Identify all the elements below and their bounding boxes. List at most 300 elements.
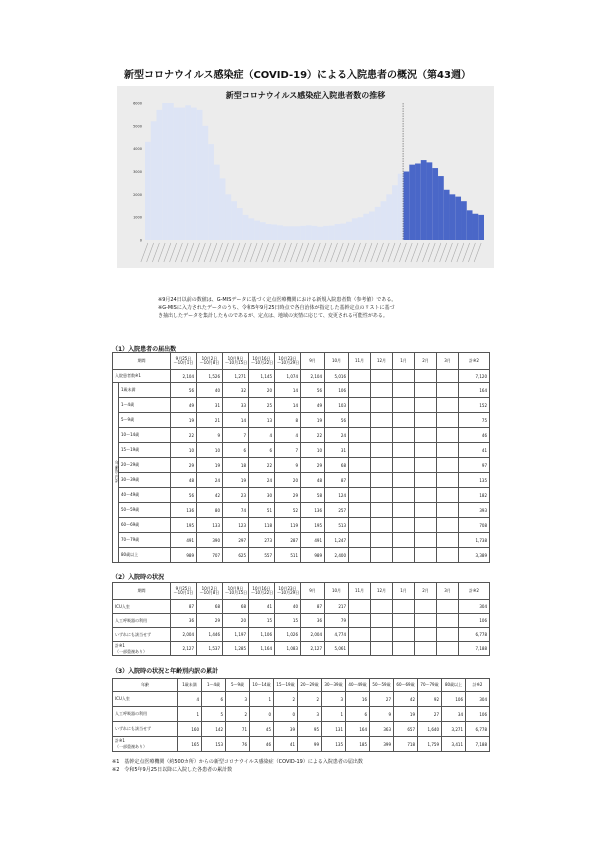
- x-tick-mark: [313, 243, 320, 262]
- chart-bar: [455, 197, 461, 240]
- table-header-cell: 11月: [349, 353, 371, 370]
- table-row: [113, 428, 490, 443]
- table-header-row: [113, 583, 490, 600]
- table-cell: 0: [274, 707, 298, 722]
- x-tick-mark: [158, 243, 165, 262]
- table-cell: 2,127: [171, 642, 197, 656]
- table-cell: 182: [459, 488, 490, 503]
- table-cell: 68: [325, 458, 349, 473]
- table-header-cell: 3月: [437, 583, 459, 600]
- table-cell: 0: [250, 707, 274, 722]
- table-cell: 31: [197, 398, 223, 413]
- table-header-cell: 10月23日 ～10月29日: [275, 353, 301, 370]
- table-cell: 34: [442, 707, 466, 722]
- table-cell: [437, 370, 459, 383]
- table-cell: 106: [325, 383, 349, 398]
- table-header-cell: 10月: [325, 583, 349, 600]
- table-cell: ICU入室: [113, 692, 178, 707]
- chart-notes: [158, 296, 396, 320]
- note-line: ※9月24日以前の数値は、G-MISデータに基づく定点医療機関における新規入院患者数（参考値）である。: [158, 297, 397, 303]
- table-cell: [371, 458, 393, 473]
- table-cell: 31: [325, 443, 349, 458]
- x-tick-mark: [216, 243, 223, 262]
- table-cell: 19: [197, 458, 223, 473]
- table-cell: 185: [346, 737, 370, 752]
- table-cell: 40～49歳: [119, 488, 171, 503]
- y-tick-label: 0: [139, 238, 142, 243]
- note-line: き抽出したデータを集計したものであるが、定点は、地域の実情に応じて、変更される可能性がある。: [158, 313, 388, 319]
- table-cell: 32: [223, 383, 249, 398]
- chart-bar: [444, 190, 450, 240]
- table-cell: 1歳未満: [119, 383, 171, 398]
- table-cell: 119: [275, 518, 301, 533]
- table-cell: [437, 628, 459, 642]
- table-header-cell: 9月25日 ～10月1日: [171, 353, 197, 370]
- page-title: 新型コロナウイルス感染症（COVID-19）による入院患者の概況（第43週）: [124, 70, 471, 81]
- chart-bar: [363, 214, 369, 240]
- table-cell: 2,104: [171, 370, 197, 383]
- chart-bar: [432, 168, 438, 240]
- table-cell: 152: [459, 398, 490, 413]
- age-status-table: [112, 678, 490, 752]
- chart-bar: [467, 210, 473, 240]
- table-cell: いずれにも該当せず: [113, 722, 178, 737]
- table-cell: 393: [459, 503, 490, 518]
- chart-bar: [398, 174, 404, 240]
- table-cell: 1,446: [197, 628, 223, 642]
- table-header-row: [113, 679, 490, 692]
- table-cell: 1,083: [275, 642, 301, 656]
- table-row: [113, 458, 490, 473]
- table-cell: 3,389: [459, 548, 490, 563]
- table-cell: 56: [171, 383, 197, 398]
- table-cell: [393, 428, 415, 443]
- chart-bar: [358, 217, 364, 240]
- table-header-cell: 30～39歳: [322, 679, 346, 692]
- table-cell: 707: [197, 548, 223, 563]
- table-cell: 3: [298, 707, 322, 722]
- table-cell: 5～9歳: [119, 413, 171, 428]
- table-cell: [349, 398, 371, 413]
- chart-bar: [438, 176, 444, 240]
- table-cell: [371, 413, 393, 428]
- table-cell: [393, 503, 415, 518]
- chart-bar: [352, 218, 358, 240]
- table-cell: 136: [171, 503, 197, 518]
- chart-bar: [294, 226, 300, 240]
- table-cell: [371, 383, 393, 398]
- table-cell: 1: [178, 707, 202, 722]
- table-cell: 79: [325, 614, 349, 628]
- table-cell: 1,759: [418, 737, 442, 752]
- table-cell: 80歳以上: [119, 548, 171, 563]
- chart-bar: [156, 110, 162, 240]
- table-cell: 1,738: [459, 533, 490, 548]
- x-tick-mark: [152, 243, 159, 262]
- chart-bar: [404, 172, 410, 241]
- table-cell: 557: [249, 548, 275, 563]
- table-cell: 217: [325, 600, 349, 614]
- chart-bar: [277, 225, 283, 240]
- table-cell: [371, 503, 393, 518]
- footnote-1: ※1 基幹定点医療機関（約500カ所）からの新型コロナウイルス感染症（COVID-19）による入院患者の届出数: [112, 759, 363, 765]
- table-cell: 153: [202, 737, 226, 752]
- chart-bar: [300, 226, 306, 240]
- table-cell: [393, 413, 415, 428]
- table-cell: [393, 398, 415, 413]
- table-header-cell: 60～69歳: [394, 679, 418, 692]
- table-cell: [349, 533, 371, 548]
- table-cell: 1,526: [197, 370, 223, 383]
- table-cell: 15～19歳: [119, 443, 171, 458]
- chart-bar: [254, 221, 260, 240]
- chart-bar: [266, 224, 272, 240]
- table-row: [113, 600, 490, 614]
- table-header-cell: 1月: [393, 353, 415, 370]
- table-cell: 52: [275, 503, 301, 518]
- table-cell: 5,061: [325, 642, 349, 656]
- x-tick-mark: [376, 243, 383, 262]
- table-header-cell: 1歳未満: [178, 679, 202, 692]
- table-cell: [415, 383, 437, 398]
- table-cell: 1,247: [325, 533, 349, 548]
- table-cell: [349, 628, 371, 642]
- table-cell: [371, 642, 393, 656]
- x-tick-mark: [250, 243, 257, 262]
- table-cell: [437, 642, 459, 656]
- table-cell: 165: [178, 737, 202, 752]
- table-cell: 131: [322, 722, 346, 737]
- x-tick-mark: [210, 243, 217, 262]
- table-cell: 6: [249, 443, 275, 458]
- table-cell: 29: [301, 458, 325, 473]
- table-cell: 257: [325, 503, 349, 518]
- footnote-2: ※2 令和5年9月25日以降に入院した各患者の累計数: [112, 767, 233, 773]
- table-cell: 1,145: [249, 370, 275, 383]
- chart-bar: [409, 165, 415, 240]
- table-cell: 491: [171, 533, 197, 548]
- table-header-row: [113, 353, 490, 370]
- table-cell: 49: [301, 398, 325, 413]
- table-row: [113, 737, 490, 752]
- table-cell: [371, 518, 393, 533]
- table-cell: 39: [274, 722, 298, 737]
- x-tick-mark: [365, 243, 372, 262]
- table-cell: 106: [459, 614, 490, 628]
- table-cell: 657: [394, 722, 418, 737]
- table-cell: 20: [275, 473, 301, 488]
- table-cell: 2,400: [325, 548, 349, 563]
- table-cell: 3,411: [442, 737, 466, 752]
- table-cell: [393, 600, 415, 614]
- table-cell: [349, 614, 371, 628]
- y-tick-label: 6000: [133, 101, 142, 106]
- table-cell: [349, 413, 371, 428]
- table-cell: 164: [346, 722, 370, 737]
- table-cell: 48: [301, 473, 325, 488]
- table-cell: [371, 488, 393, 503]
- table-cell: 41: [249, 600, 275, 614]
- chart-bar: [478, 215, 484, 240]
- x-tick-mark: [440, 243, 447, 262]
- x-tick-mark: [319, 243, 326, 262]
- table-cell: 27: [418, 707, 442, 722]
- y-tick-label: 5000: [133, 124, 142, 129]
- table-header-cell: 10月: [325, 353, 349, 370]
- table-cell: 20: [223, 614, 249, 628]
- table-cell: [349, 642, 371, 656]
- table-row: [113, 503, 490, 518]
- table-cell: [437, 413, 459, 428]
- table-cell: 106: [442, 692, 466, 707]
- table-cell: 1～4歳: [119, 398, 171, 413]
- x-tick-mark: [348, 243, 355, 262]
- chart-title: 新型コロナウイルス感染症入院患者数の推移: [225, 91, 386, 100]
- table-cell: 4: [249, 428, 275, 443]
- table-cell: [437, 533, 459, 548]
- table-header-cell: 10月16日 ～10月22日: [249, 353, 275, 370]
- table-row: [113, 383, 490, 398]
- table-cell: [371, 628, 393, 642]
- table-cell: [371, 398, 393, 413]
- table-cell: 22: [301, 428, 325, 443]
- table-cell: [415, 428, 437, 443]
- chart-bar: [473, 214, 479, 240]
- chart-bar: [208, 144, 214, 240]
- table-cell: 1: [322, 707, 346, 722]
- table-cell: 1,164: [249, 642, 275, 656]
- table-cell: 14: [275, 398, 301, 413]
- y-tick-label: 4000: [133, 147, 142, 152]
- table-cell: 23: [223, 488, 249, 503]
- x-tick-mark: [279, 243, 286, 262]
- table-cell: 6: [202, 692, 226, 707]
- x-tick-mark: [302, 243, 309, 262]
- table-cell: 6: [223, 443, 249, 458]
- chart-bar: [191, 108, 197, 240]
- table-cell: 3: [322, 692, 346, 707]
- table-cell: 16: [346, 692, 370, 707]
- table-cell: 21: [197, 413, 223, 428]
- table-cell: 491: [301, 533, 325, 548]
- x-tick-mark: [285, 243, 292, 262]
- table-cell: 989: [171, 548, 197, 563]
- table-header-cell: 9月: [301, 353, 325, 370]
- x-tick-mark: [193, 243, 200, 262]
- x-tick-mark: [411, 243, 418, 262]
- table-cell: [349, 473, 371, 488]
- x-tick-mark: [434, 243, 441, 262]
- table-cell: 41: [459, 443, 490, 458]
- chart-bar: [260, 222, 266, 240]
- table-cell: 29: [275, 488, 301, 503]
- table-header-cell: 10月9日 ～10月15日: [223, 353, 249, 370]
- x-tick-mark: [422, 243, 429, 262]
- table-cell: [415, 642, 437, 656]
- table-header-cell: 2月: [415, 583, 437, 600]
- table-cell: 718: [394, 737, 418, 752]
- table-cell: 24: [249, 473, 275, 488]
- x-tick-mark: [141, 243, 148, 262]
- table-cell: 27: [370, 692, 394, 707]
- table-cell: [393, 383, 415, 398]
- table-cell: [393, 488, 415, 503]
- table-header-cell: 50～59歳: [370, 679, 394, 692]
- table-cell: 1,197: [223, 628, 249, 642]
- table-cell: 142: [202, 722, 226, 737]
- table-cell: [415, 600, 437, 614]
- x-tick-mark: [290, 243, 297, 262]
- table-cell: [437, 443, 459, 458]
- table-cell: 50～59歳: [119, 503, 171, 518]
- table-cell: [393, 533, 415, 548]
- x-tick-mark: [175, 243, 182, 262]
- age-breakdown-label: 年 齢 別 内 訳: [113, 383, 119, 563]
- table-cell: 1,640: [418, 722, 442, 737]
- table-cell: 7,120: [459, 370, 490, 383]
- table-cell: [393, 642, 415, 656]
- table-cell: 989: [301, 548, 325, 563]
- table-cell: 136: [301, 503, 325, 518]
- table-row: [113, 488, 490, 503]
- chart-bar: [202, 126, 208, 240]
- section2-heading: （2）入院時の状況: [112, 574, 165, 581]
- table-cell: [415, 548, 437, 563]
- table-header-cell: 1～4歳: [202, 679, 226, 692]
- chart-bar: [375, 207, 381, 240]
- chart-bar: [214, 165, 220, 240]
- table-cell: [437, 473, 459, 488]
- table-cell: 1,026: [275, 628, 301, 642]
- table-cell: 399: [370, 737, 394, 752]
- table-cell: 33: [223, 398, 249, 413]
- table-row: [113, 473, 490, 488]
- table-cell: 513: [325, 518, 349, 533]
- table-cell: 人工呼吸器の利用: [113, 614, 171, 628]
- x-tick-mark: [457, 243, 464, 262]
- chart-bar: [317, 227, 323, 240]
- table-cell: 3,271: [442, 722, 466, 737]
- table-cell: 273: [249, 533, 275, 548]
- y-tick-label: 2000: [133, 192, 142, 197]
- x-tick-mark: [325, 243, 332, 262]
- chart-bar: [386, 194, 392, 240]
- chart-bar: [289, 226, 295, 240]
- table-cell: [349, 600, 371, 614]
- table-cell: [349, 518, 371, 533]
- table-cell: 22: [249, 458, 275, 473]
- chart-bar: [237, 208, 243, 240]
- table-cell: 5,016: [325, 370, 349, 383]
- table-cell: [437, 458, 459, 473]
- table-cell: [415, 458, 437, 473]
- table-cell: 19: [301, 413, 325, 428]
- x-tick-mark: [221, 243, 228, 262]
- chart-bar: [185, 105, 191, 240]
- chart-bar: [220, 178, 226, 240]
- table-row: [113, 398, 490, 413]
- table-cell: 3: [226, 692, 250, 707]
- table-header-cell: 12月: [371, 353, 393, 370]
- table-cell: 56: [171, 488, 197, 503]
- table-cell: 入院患者数※1: [113, 370, 171, 383]
- table-cell: 42: [394, 692, 418, 707]
- x-tick-mark: [262, 243, 269, 262]
- x-tick-mark: [388, 243, 395, 262]
- table-cell: 人工呼吸器の利用: [113, 707, 178, 722]
- table-cell: 118: [249, 518, 275, 533]
- table-cell: 13: [249, 413, 275, 428]
- table-cell: [393, 443, 415, 458]
- table-cell: 123: [223, 518, 249, 533]
- table-cell: 7: [275, 443, 301, 458]
- table-cell: 1,271: [223, 370, 249, 383]
- table-cell: 10: [197, 443, 223, 458]
- table-cell: [415, 533, 437, 548]
- table-cell: 106: [466, 707, 490, 722]
- table-cell: 68: [197, 600, 223, 614]
- table-header-cell: 5～9歳: [226, 679, 250, 692]
- table-cell: [415, 398, 437, 413]
- table-header-cell: 80歳以上: [442, 679, 466, 692]
- x-tick-mark: [256, 243, 263, 262]
- table-cell: 5: [202, 707, 226, 722]
- table-header-cell: 20～29歳: [298, 679, 322, 692]
- table-cell: [349, 370, 371, 383]
- table-header-cell: 年齢: [113, 679, 178, 692]
- x-tick-mark: [353, 243, 360, 262]
- chart-bar: [335, 224, 341, 240]
- table-cell: 15: [275, 614, 301, 628]
- table-cell: [371, 548, 393, 563]
- table-cell: 87: [171, 600, 197, 614]
- table-cell: 20～29歳: [119, 458, 171, 473]
- table-header-cell: 15～19歳: [274, 679, 298, 692]
- table-header-cell: 3月: [437, 353, 459, 370]
- table-cell: 135: [322, 737, 346, 752]
- table-cell: 40: [197, 383, 223, 398]
- table-cell: 708: [459, 518, 490, 533]
- table-cell: 7: [223, 428, 249, 443]
- x-tick-mark: [399, 243, 406, 262]
- table-cell: 24: [325, 428, 349, 443]
- table-cell: [371, 428, 393, 443]
- chart-bar: [197, 110, 203, 240]
- table-cell: 7,188: [466, 737, 490, 752]
- chart-bar: [231, 201, 237, 240]
- table-cell: 2,004: [301, 628, 325, 642]
- table-cell: [437, 600, 459, 614]
- table-cell: 2,004: [171, 628, 197, 642]
- table-cell: [349, 428, 371, 443]
- table-row: [113, 413, 490, 428]
- chart-bar: [243, 215, 249, 240]
- table-cell: [393, 370, 415, 383]
- chart-bar: [145, 142, 151, 240]
- table-cell: 2,104: [301, 370, 325, 383]
- footnotes: [112, 758, 363, 774]
- x-tick-mark: [147, 243, 154, 262]
- table-cell: 30: [249, 488, 275, 503]
- table-cell: 14: [223, 413, 249, 428]
- chart-bar: [168, 103, 174, 240]
- table-cell: 1,285: [223, 642, 249, 656]
- chart-bar: [225, 194, 231, 240]
- chart-bar: [427, 162, 433, 240]
- table-cell: [371, 370, 393, 383]
- y-tick-label: 1000: [133, 215, 142, 220]
- table-cell: 29: [171, 458, 197, 473]
